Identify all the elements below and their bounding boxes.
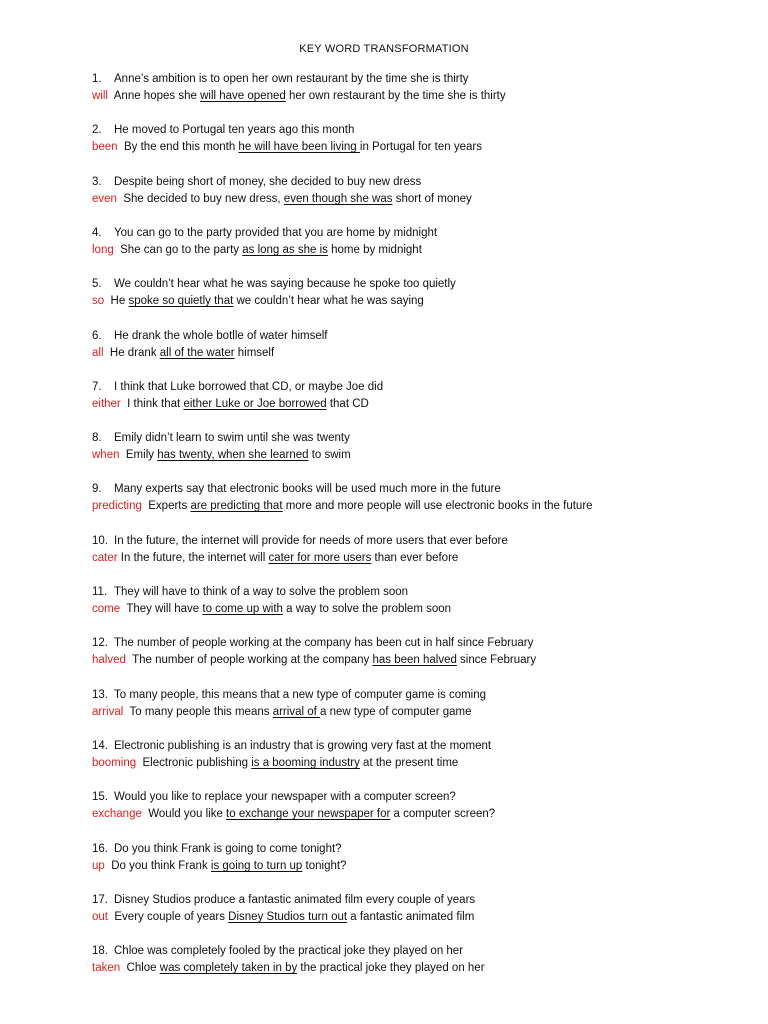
answer-pre: He drank (109, 347, 160, 359)
answer-post: that CD (326, 398, 369, 410)
answer-transformation: either Luke or Joe borrowed (183, 398, 327, 410)
page-title: KEY WORD TRANSFORMATION (299, 43, 469, 55)
prompt-text: They will have to think of a way to solve the problem soon (114, 586, 409, 598)
key-word: exchange (92, 808, 142, 820)
answer-pre: I think that (127, 398, 184, 410)
answer-post: himself (234, 347, 275, 359)
item-number: 18. (92, 945, 108, 957)
exercise-item (92, 225, 732, 259)
item-number: 17. (92, 894, 108, 906)
answer-pre: Experts (148, 500, 191, 512)
exercise-item (92, 533, 732, 567)
prompt-sentence (92, 892, 732, 909)
key-word: either (92, 398, 121, 410)
prompt-text: Many experts say that electronic books will be used much more in the future (114, 483, 501, 495)
answer-sentence (92, 960, 732, 977)
item-number: 10. (92, 535, 108, 547)
answer-sentence (92, 858, 732, 875)
prompt-text: Anne’s ambition is to open her own restaurant by the time she is thirty (114, 73, 469, 85)
key-word: so (92, 295, 105, 307)
answer-post: in Portugal for ten years (359, 141, 482, 153)
prompt-text: To many people, this means that a new type of computer game is coming (114, 689, 487, 701)
answer-post: home by midnight (327, 244, 422, 256)
prompt-sentence (92, 481, 732, 498)
prompt-text: Disney Studios produce a fantastic animated film every couple of years (114, 894, 476, 906)
answer-pre: Anne hopes she (113, 90, 201, 102)
exercise-item (92, 122, 732, 156)
prompt-sentence (92, 635, 732, 652)
item-number: 1. (92, 73, 102, 85)
prompt-text: Would you like to replace your newspaper with a computer screen? (114, 791, 456, 803)
exercise-item (92, 789, 732, 823)
item-number: 7. (92, 381, 102, 393)
exercise-item (92, 635, 732, 669)
answer-transformation: spoke so quietly that (128, 295, 234, 307)
answer-pre: To many people this means (129, 706, 273, 718)
key-word: predicting (92, 500, 142, 512)
prompt-sentence (92, 943, 732, 960)
answer-sentence (92, 755, 732, 772)
prompt-text: Do you think Frank is going to come tonight? (114, 843, 342, 855)
exercise-item (92, 943, 732, 977)
answer-transformation: to exchange your newspaper for (226, 808, 391, 820)
prompt-sentence (92, 584, 732, 601)
answer-post: than ever before (371, 552, 459, 564)
answer-post: short of money (392, 193, 472, 205)
answer-transformation: is a booming industry (251, 757, 360, 769)
item-number: 16. (92, 843, 108, 855)
key-word: up (92, 860, 105, 872)
prompt-sentence (92, 328, 732, 345)
prompt-text: You can go to the party provided that you are home by midnight (114, 227, 438, 239)
answer-transformation: to come up with (202, 603, 283, 615)
answer-post: her own restaurant by the time she is thirty (285, 90, 506, 102)
prompt-sentence (92, 789, 732, 806)
answer-transformation: he will have been living (238, 141, 360, 153)
answer-transformation: cater for more users (268, 552, 372, 564)
answer-sentence (92, 242, 732, 259)
answer-sentence (92, 704, 732, 721)
answer-transformation: was completely taken in by (159, 962, 298, 974)
answer-transformation: is going to turn up (210, 860, 303, 872)
prompt-sentence (92, 533, 732, 550)
prompt-text: Emily didn’t learn to swim until she was twenty (114, 432, 350, 444)
exercise-item (92, 379, 732, 413)
answer-sentence (92, 806, 732, 823)
item-number: 8. (92, 432, 102, 444)
answer-pre: They will have (126, 603, 203, 615)
exercise-item (92, 892, 732, 926)
exercise-item (92, 738, 732, 772)
answer-sentence (92, 396, 732, 413)
prompt-sentence (92, 430, 732, 447)
answer-post: a new type of computer game (320, 706, 472, 718)
answer-transformation: has twenty, when she learned (157, 449, 309, 461)
answer-transformation: Disney Studios turn out (228, 911, 348, 923)
item-number: 5. (92, 278, 102, 290)
answer-post: we couldn’t hear what he was saying (233, 295, 424, 307)
prompt-sentence (92, 225, 732, 242)
answer-pre: Chloe (126, 962, 160, 974)
prompt-sentence (92, 687, 732, 704)
answer-post: to swim (308, 449, 351, 461)
answer-sentence (92, 652, 732, 669)
answer-pre: He (110, 295, 129, 307)
exercise-item (92, 174, 732, 208)
key-word: all (92, 347, 104, 359)
prompt-sentence (92, 841, 732, 858)
answer-transformation: all of the water (159, 347, 235, 359)
key-word: come (92, 603, 121, 615)
answer-sentence (92, 88, 732, 105)
item-number: 3. (92, 176, 102, 188)
answer-pre: Electronic publishing (142, 757, 252, 769)
exercise-item (92, 584, 732, 618)
prompt-text: I think that Luke borrowed that CD, or maybe Joe did (114, 381, 384, 393)
answer-post: a way to solve the problem soon (282, 603, 452, 615)
answer-pre: She decided to buy new dress, (123, 193, 284, 205)
item-number: 13. (92, 689, 108, 701)
answer-pre: Would you like (148, 808, 227, 820)
answer-sentence (92, 139, 732, 156)
exercise-item (92, 328, 732, 362)
answer-pre: The number of people working at the company (132, 654, 373, 666)
prompt-sentence (92, 379, 732, 396)
answer-sentence (92, 345, 732, 362)
answer-transformation: even though she was (283, 193, 393, 205)
exercise-item (92, 841, 732, 875)
key-word: when (92, 449, 120, 461)
answer-transformation: are predicting that (190, 500, 283, 512)
answer-pre: She can go to the party (120, 244, 243, 256)
answer-post: the practical joke they played on her (297, 962, 485, 974)
key-word: halved (92, 654, 126, 666)
key-word: been (92, 141, 118, 153)
exercise-item (92, 71, 732, 105)
item-number: 14. (92, 740, 108, 752)
key-word: arrival (92, 706, 124, 718)
answer-post: tonight? (302, 860, 347, 872)
answer-post: since February (456, 654, 537, 666)
item-number: 9. (92, 483, 102, 495)
answer-sentence (92, 447, 732, 464)
exercise-item (92, 276, 732, 310)
answer-pre: Do you think Frank (111, 860, 211, 872)
prompt-text: Electronic publishing is an industry that is growing very fast at the moment (114, 740, 492, 752)
key-word: taken (92, 962, 121, 974)
prompt-sentence (92, 71, 732, 88)
answer-sentence (92, 601, 732, 618)
prompt-text: He moved to Portugal ten years ago this month (114, 124, 355, 136)
prompt-text: We couldn’t hear what he was saying because he spoke too quietly (114, 278, 456, 290)
exercise-item (92, 481, 732, 515)
prompt-text: Despite being short of money, she decided to buy new dress (114, 176, 422, 188)
item-number: 15. (92, 791, 108, 803)
prompt-sentence (92, 174, 732, 191)
answer-pre: In the future, the internet will (120, 552, 269, 564)
answer-post: more and more people will use electronic books in the future (282, 500, 593, 512)
answer-transformation: has been halved (372, 654, 457, 666)
answer-pre: Emily (125, 449, 158, 461)
answer-sentence (92, 191, 732, 208)
item-number: 11. (92, 586, 108, 598)
answer-post: at the present time (359, 757, 459, 769)
exercise-item (92, 430, 732, 464)
prompt-sentence (92, 738, 732, 755)
answer-pre: Every couple of years (114, 911, 229, 923)
answer-sentence (92, 498, 732, 515)
key-word: out (92, 911, 108, 923)
answer-transformation: arrival of (272, 706, 320, 718)
key-word: cater (92, 552, 118, 564)
item-number: 12. (92, 637, 108, 649)
item-number: 6. (92, 330, 102, 342)
answer-pre: By the end this month (123, 141, 239, 153)
key-word: will (92, 90, 108, 102)
item-number: 2. (92, 124, 102, 136)
answer-post: a fantastic animated film (347, 911, 475, 923)
prompt-text: Chloe was completely fooled by the practical joke they played on her (114, 945, 464, 957)
answer-sentence (92, 550, 732, 567)
prompt-sentence (92, 122, 732, 139)
exercise-item (92, 687, 732, 721)
answer-sentence (92, 293, 732, 310)
answer-transformation: as long as she is (242, 244, 328, 256)
item-number: 4. (92, 227, 102, 239)
prompt-text: The number of people working at the company has been cut in half since February (114, 637, 534, 649)
key-word: long (92, 244, 114, 256)
key-word: booming (92, 757, 137, 769)
prompt-text: In the future, the internet will provide for needs of more users that ever before (114, 535, 508, 547)
answer-post: a computer screen? (390, 808, 496, 820)
answer-transformation: will have opened (200, 90, 286, 102)
answer-sentence (92, 909, 732, 926)
prompt-sentence (92, 276, 732, 293)
prompt-text: He drank the whole botlle of water himself (114, 330, 328, 342)
key-word: even (92, 193, 117, 205)
